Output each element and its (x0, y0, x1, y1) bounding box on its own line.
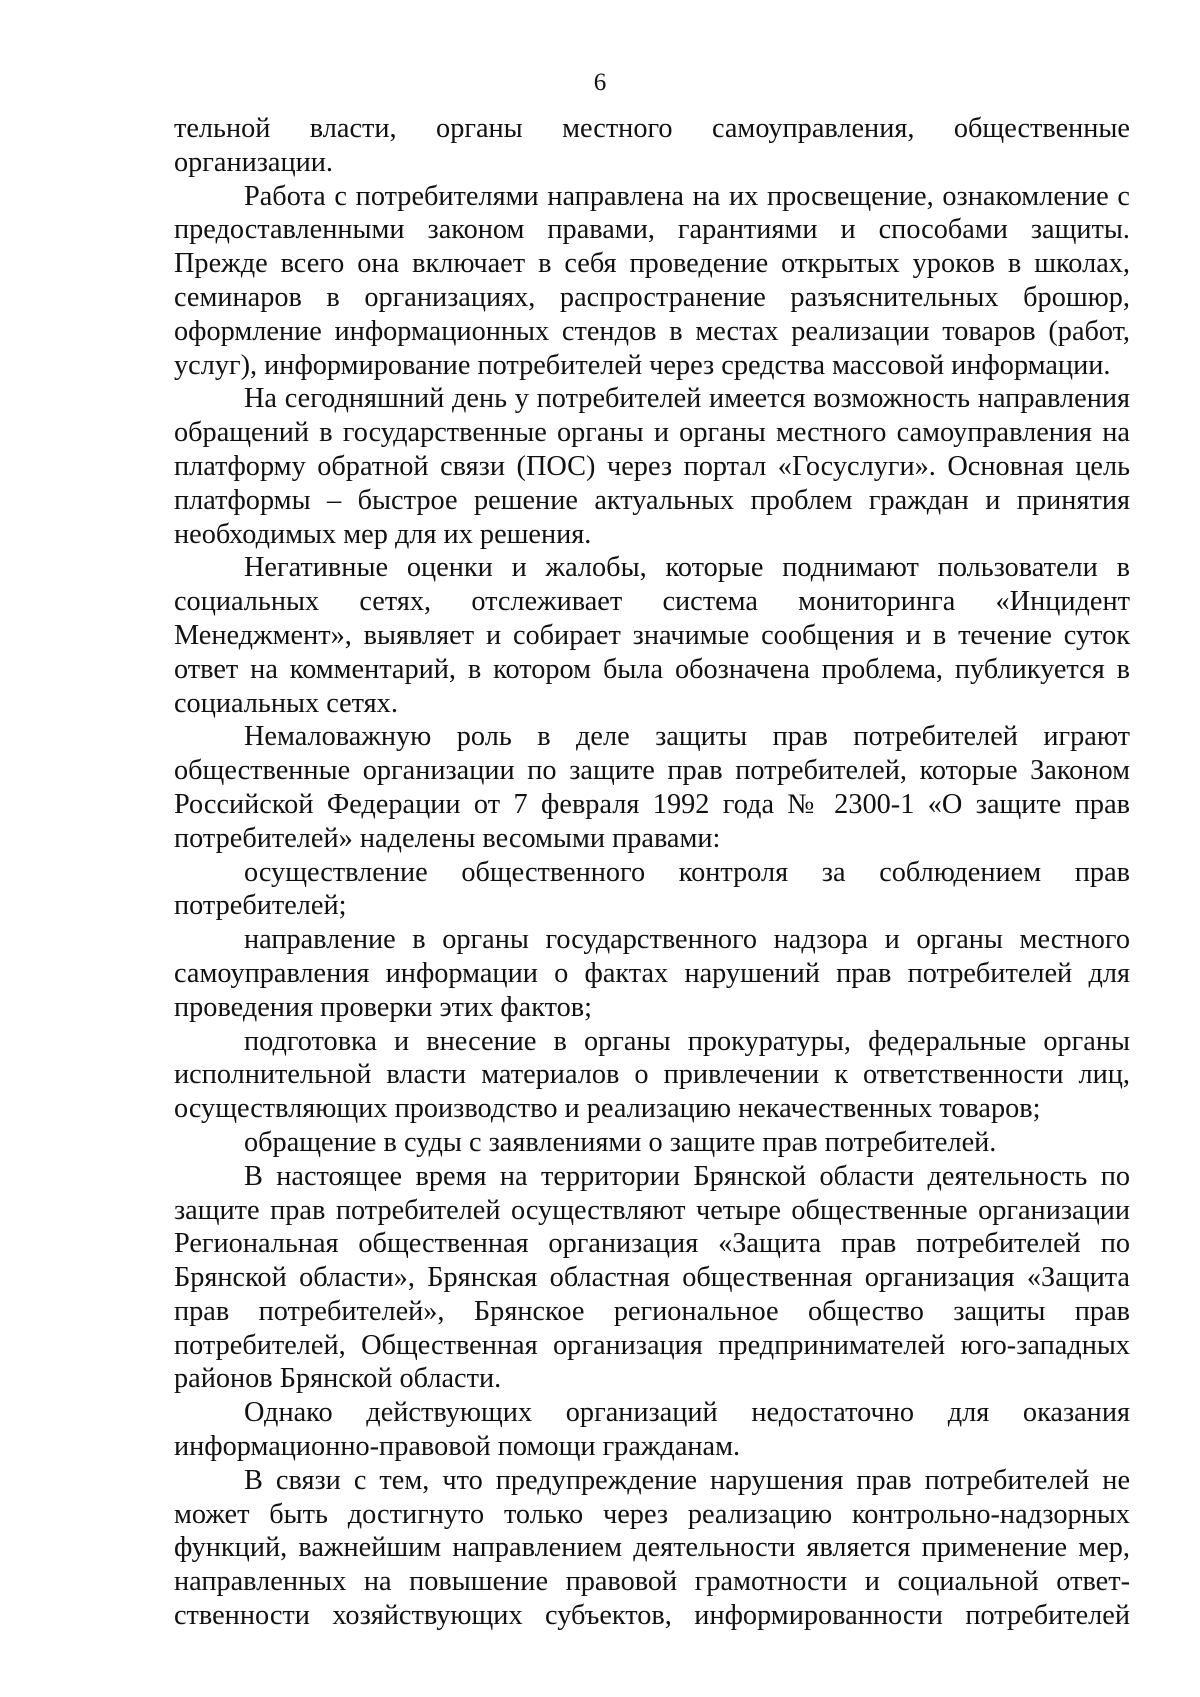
paragraph: На сегодняшний день у потребителей имеется возможность направления обращений в государственные органы и органы местного самоуправления на платформу обратной связи (ПОС) через портал «Госуслуги». Основная цель платформы – быстрое решение актуальных проблем граждан и принятия необходимых мер для их решения. (174, 383, 1130, 550)
page-number: 6 (593, 69, 607, 96)
list-item: обращение в суды с заявлениями о защите прав потребителей. (244, 1126, 997, 1158)
paragraph: Работа с потребителями направлена на их просвещение, ознакомление с предоставленными законом правами, гарантиями и способами защиты. Прежде всего она включает в себя проведение открытых уроков в школах, семинаров в организациях, распространение разъяснительных брошюр, оформление информационных стендов в местах реализации товаров (работ, услуг), информирование потребителей через средства массовой информации. (174, 180, 1130, 381)
document-body (174, 112, 1130, 1633)
paragraph: В настоящее время на территории Брянской области деятельность по защите прав потребителей осуществляют четыре общественные организации Региональная общественная организация «Защита прав потребителей по Брянской области», Брянская областная общественная организация «Защита прав потребителей», Брянское региональное общество защиты прав потребителей, Общественная организация предпринимателей юго-западных районов Брянской области. (174, 1160, 1130, 1395)
paragraph: тельной власти, органы местного самоуправления, общественные организации. (174, 113, 1130, 178)
paragraph: Негативные оценки и жалобы, которые поднимают пользователи в социальных сетях, отслеживает система мониторинга «Инцидент Менеджмент», выявляет и собирает значимые сообщения и в течение суток ответ на комментарий, в котором была обозначена проблема, публикуется в социальных сетях. (174, 552, 1130, 719)
list-item: подготовка и внесение в органы прокуратуры, федеральные органы исполнительной власти материалов о привлечении к ответственности лиц, осуществляющих производство и реализацию некачественных товаров; (174, 1025, 1130, 1125)
list-item: осуществление общественного контроля за соблюдением прав потребителей; (174, 856, 1130, 922)
paragraph: Однако действующих организаций недостаточно для оказания информационно-правовой помощи гражданам. (174, 1397, 1130, 1463)
paragraph: Немаловажную роль в деле защиты прав потребителей играют общественные организации по защите прав потребителей, которые Законом Российской Федерации от 7 февраля 1992 года № 2300-1 «О защите прав потребителей» наделены весомыми правами: (174, 721, 1130, 854)
paragraph: В связи с тем, что предупреждение нарушения прав потребителей не может быть достигнуто только через реализацию контрольно-надзорных функций, важнейшим направлением деятельности является применение мер, направленных на повышение правовой грамотности и социальной ответ-ственности хозяйствующих субъектов, информированности потребителей (174, 1464, 1130, 1632)
list-item: направление в органы государственного надзора и органы местного самоуправления информации о фактах нарушений прав потребителей для проведения проверки этих фактов; (174, 924, 1130, 1023)
